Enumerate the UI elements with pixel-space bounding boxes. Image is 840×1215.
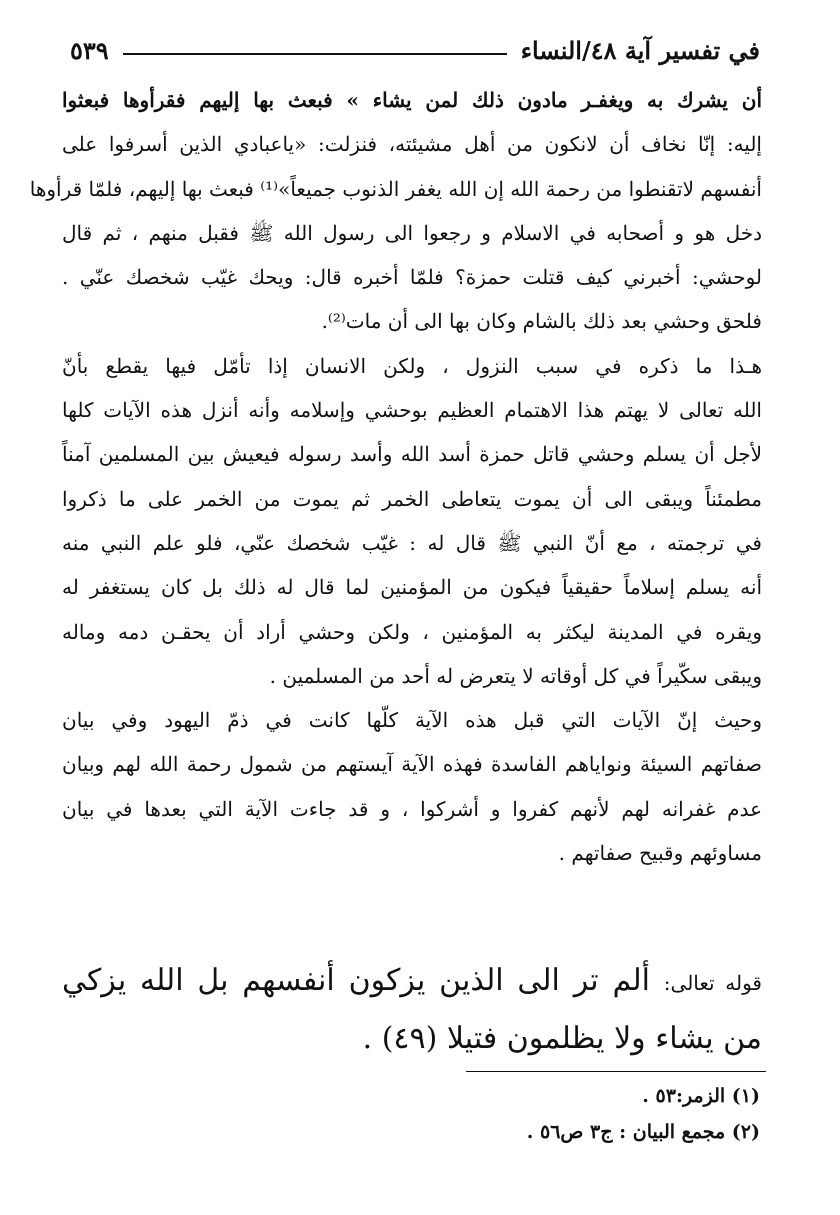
page-number: ٥٣٩ xyxy=(70,35,109,65)
footnote-2: (٢) مجمع البيان : ج٣ ص٥٦ . xyxy=(526,1121,760,1143)
text-line: فلحق وحشي بعد ذلك بالشام وكان بها الى أن مات⁽²⁾. xyxy=(321,309,762,334)
verse-intro: قوله تعالى: xyxy=(663,971,762,995)
text-line: عدم غفرانه لهم لأنهم كفروا و أشركوا ، و قد جاءت الآية التي بعدها في بيان xyxy=(62,796,762,821)
text-line: دخل هو و أصحابه في الاسلام و رجعوا الى رسول الله ﷺ فقبل منهم ، ثم قال xyxy=(62,220,762,245)
running-title: في تفسير آية ٤٨/النساء xyxy=(520,35,760,65)
text-line: إليه: إنّا نخاف أن لانكون من أهل مشيئته، فنزلت: «ياعبادي الذين أسرفوا على xyxy=(62,132,762,157)
header-rule xyxy=(123,53,507,55)
text-line: أنه يسلم إسلاماً حقيقياً فيكون من المؤمنين لما قال له ذلك بل كان يستغفر له xyxy=(62,575,762,600)
text-line: في ترجمته ، مع أنّ النبي ﷺ قال له : غيّب شخصك عنّي، فلو علم النبي منه xyxy=(62,530,762,555)
text-line: مساوئهم وقبيح صفاتهم . xyxy=(558,841,762,866)
text-line: لأجل أن يسلم وحشي قاتل حمزة أسد الله وأسد رسوله فيعيش بين المسلمين آمناً xyxy=(62,442,762,467)
text-line: الله تعالى لا يهتم هذا الاهتمام العظيم بوحشي وإسلامه وأنه أنزل هذه الآيات كلها xyxy=(62,398,762,423)
footnote-rule xyxy=(466,1071,766,1072)
text-line: مطمئناً ويبقى الى أن يموت يتعاطى الخمر ثم يموت من الخمر على ما ذكروا xyxy=(62,486,762,511)
body-text xyxy=(29,78,762,875)
text-line: أن يشرك به ويغفـر مادون ذلك لمن يشاء » فبعث بها إليهم فقرأوها فبعثوا xyxy=(62,88,762,112)
footnotes xyxy=(360,1078,760,1150)
text-line: أنفسهم لاتقنطوا من رحمة الله إن الله يغفر الذنوب جميعاً»⁽¹⁾ فبعث بها إليهم، فلمّا قرأوها xyxy=(29,176,762,201)
verse-line-2: من يشاء ولا يظلمون فتيلا (٤٩) . xyxy=(362,1021,762,1056)
page-header xyxy=(70,28,760,72)
text-line: ويبقى سكّيراً في كل أوقاته لا يتعرض له أحد من المسلمين . xyxy=(269,663,762,688)
verse-quote xyxy=(62,952,762,1068)
text-line: لوحشي: أخبرني كيف قتلت حمزة؟ فلمّا أخبره قال: ويحك غيّب شخصك عنّي . xyxy=(62,265,762,290)
text-line: وحيث إنّ الآيات التي قبل هذه الآية كلّها كانت في ذمّ اليهود وفي بيان xyxy=(62,708,762,733)
verse-line-1 xyxy=(62,952,762,1010)
verse-text-1: ألم تر الى الذين يزكون أنفسهم بل الله يزكي xyxy=(62,963,650,998)
text-line: هـذا ما ذكره في سبب النزول ، ولكن الانسان إذا تأمّل فيها يقطع بأنّ xyxy=(62,353,762,378)
text-line: ويقره في المدينة ليكثر به المؤمنين ، ولكن وحشي أراد أن يحقـن دمه وماله xyxy=(62,619,762,644)
footnote-1: (١) الزمر:٥٣ . xyxy=(642,1085,760,1107)
text-line: صفاتهم السيئة ونواياهم الفاسدة فهذه الآية آيستهم من شمول رحمة الله لهم وبيان xyxy=(62,752,762,777)
